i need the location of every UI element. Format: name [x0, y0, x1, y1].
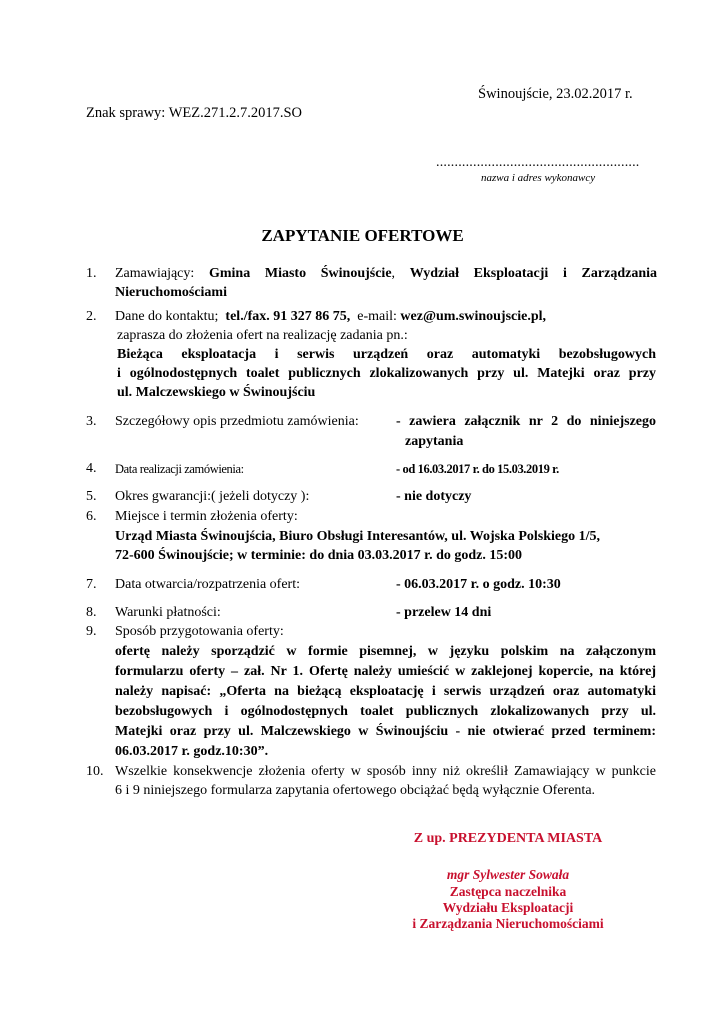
- item-9-label: Sposób przygotowania oferty:: [115, 624, 284, 639]
- contractor-placeholder-line: .......................................................: [436, 155, 640, 170]
- item-9-line5: Matejki oraz przy ul. Malczewskiego w Świnoujściu - nie otwierać przed terminem:: [115, 724, 656, 739]
- item-5-label: Okres gwarancji:( jeżeli dotyczy ):: [115, 489, 310, 504]
- item-2-task-line1: Bieżąca eksploatacja i serwis urządzeń oraz automatyki bezobsługowych: [117, 347, 656, 362]
- item-2-email-label: e-mail:: [357, 309, 397, 324]
- item-2-contact-line: [115, 309, 546, 325]
- item-2-email: wez@um.swinoujscie.pl,: [400, 309, 547, 324]
- item-4-number: 4.: [86, 461, 97, 476]
- item-6-line1: Urząd Miasta Świnoujścia, Biuro Obsługi Interesantów, ul. Wojska Polskiego 1/5,: [115, 529, 601, 544]
- item-1-line1: [115, 266, 657, 282]
- item-2-phone: tel./fax. 91 327 86 75,: [225, 309, 351, 324]
- item-8-value: - przelew 14 dni: [396, 605, 492, 620]
- item-9-line3: należy napisać: „Oferta na bieżącą eksploatację i serwis urządzeń oraz automatyki: [115, 684, 656, 699]
- item-2-label: Dane do kontaktu;: [115, 309, 219, 324]
- document-title: ZAPYTANIE OFERTOWE: [261, 226, 464, 245]
- signature-role-line3: i Zarządzania Nieruchomościami: [412, 916, 604, 931]
- item-8-number: 8.: [86, 605, 97, 620]
- item-6-label: Miejsce i termin złożenia oferty:: [115, 509, 298, 524]
- item-1-label: Zamawiający:: [115, 266, 195, 281]
- signature-name: mgr Sylwester Sowała: [446, 867, 570, 882]
- item-4-value: - od 16.03.2017 r. do 15.03.2019 r.: [396, 462, 559, 476]
- signature-on-behalf: Z up. PREZYDENTA MIASTA: [413, 831, 603, 846]
- item-9-line6: 06.03.2017 r. godz.10:30”.: [115, 744, 269, 759]
- case-reference: Znak sprawy: WEZ.271.2.7.2017.SO: [86, 105, 302, 121]
- item-5-value: - nie dotyczy: [396, 489, 472, 504]
- item-1-separator: ,: [391, 266, 396, 281]
- item-2-number: 2.: [86, 309, 97, 324]
- item-9-line1: ofertę należy sporządzić w formie pisemnej, w języku polskim na załączonym: [115, 644, 656, 659]
- item-8-label: Warunki płatności:: [115, 605, 221, 620]
- item-6-line2: 72-600 Świnoujście; w terminie: do dnia 03.03.2017 r. do godz. 15:00: [115, 548, 523, 563]
- item-3-label: Szczegółowy opis przedmiotu zamówienia:: [115, 414, 359, 429]
- document-date: Świnoujście, 23.02.2017 r.: [478, 86, 633, 102]
- item-1-department: Wydział Eksploatacji i Zarządzania: [409, 266, 657, 281]
- item-9-number: 9.: [86, 624, 97, 639]
- item-4-label: Data realizacji zamówienia:: [115, 462, 244, 476]
- signature-role-line1: Zastępca naczelnika: [449, 884, 567, 899]
- item-1-orderer: Gmina Miasto Świnoujście: [208, 266, 392, 281]
- item-5-number: 5.: [86, 489, 97, 504]
- item-7-number: 7.: [86, 577, 97, 592]
- item-9-line4: bezobsługowych i ogólnodostępnych toalet publicznych zlokalizowanych przy ul.: [115, 704, 656, 719]
- item-7-value: - 06.03.2017 r. o godz. 10:30: [396, 577, 561, 592]
- item-10-number: 10.: [86, 764, 104, 779]
- item-10-line1: Wszelkie konsekwencje złożenia oferty w sposób inny niż określił Zamawiający w punkcie: [115, 764, 656, 779]
- signature-role-line2: Wydziału Eksploatacji: [442, 900, 574, 915]
- item-2-invite: zaprasza do złożenia ofert na realizację zadania pn.:: [117, 328, 408, 343]
- item-3-number: 3.: [86, 414, 97, 429]
- item-2-task-line2: i ogólnodostępnych toalet publicznych zlokalizowanych przy ul. Matejki oraz przy: [117, 366, 656, 381]
- item-9-line2: formularzu oferty – zał. Nr 1. Ofertę należy umieścić w zaklejonej kopercie, na której: [115, 664, 656, 679]
- item-10-line2: 6 i 9 niniejszego formularza zapytania ofertowego obciążać będą wyłącznie Oferenta.: [115, 783, 596, 798]
- item-3-value-line2: zapytania: [405, 434, 464, 449]
- item-6-number: 6.: [86, 509, 97, 524]
- item-7-label: Data otwarcia/rozpatrzenia ofert:: [115, 577, 301, 592]
- item-3-value-line1: - zawiera załącznik nr 2 do niniejszego: [396, 414, 656, 429]
- contractor-caption: nazwa i adres wykonawcy: [481, 172, 596, 184]
- item-2-task-line3: ul. Malczewskiego w Świnoujściu: [117, 385, 316, 400]
- item-1-number: 1.: [86, 266, 97, 281]
- item-1-line2: Nieruchomościami: [115, 285, 227, 300]
